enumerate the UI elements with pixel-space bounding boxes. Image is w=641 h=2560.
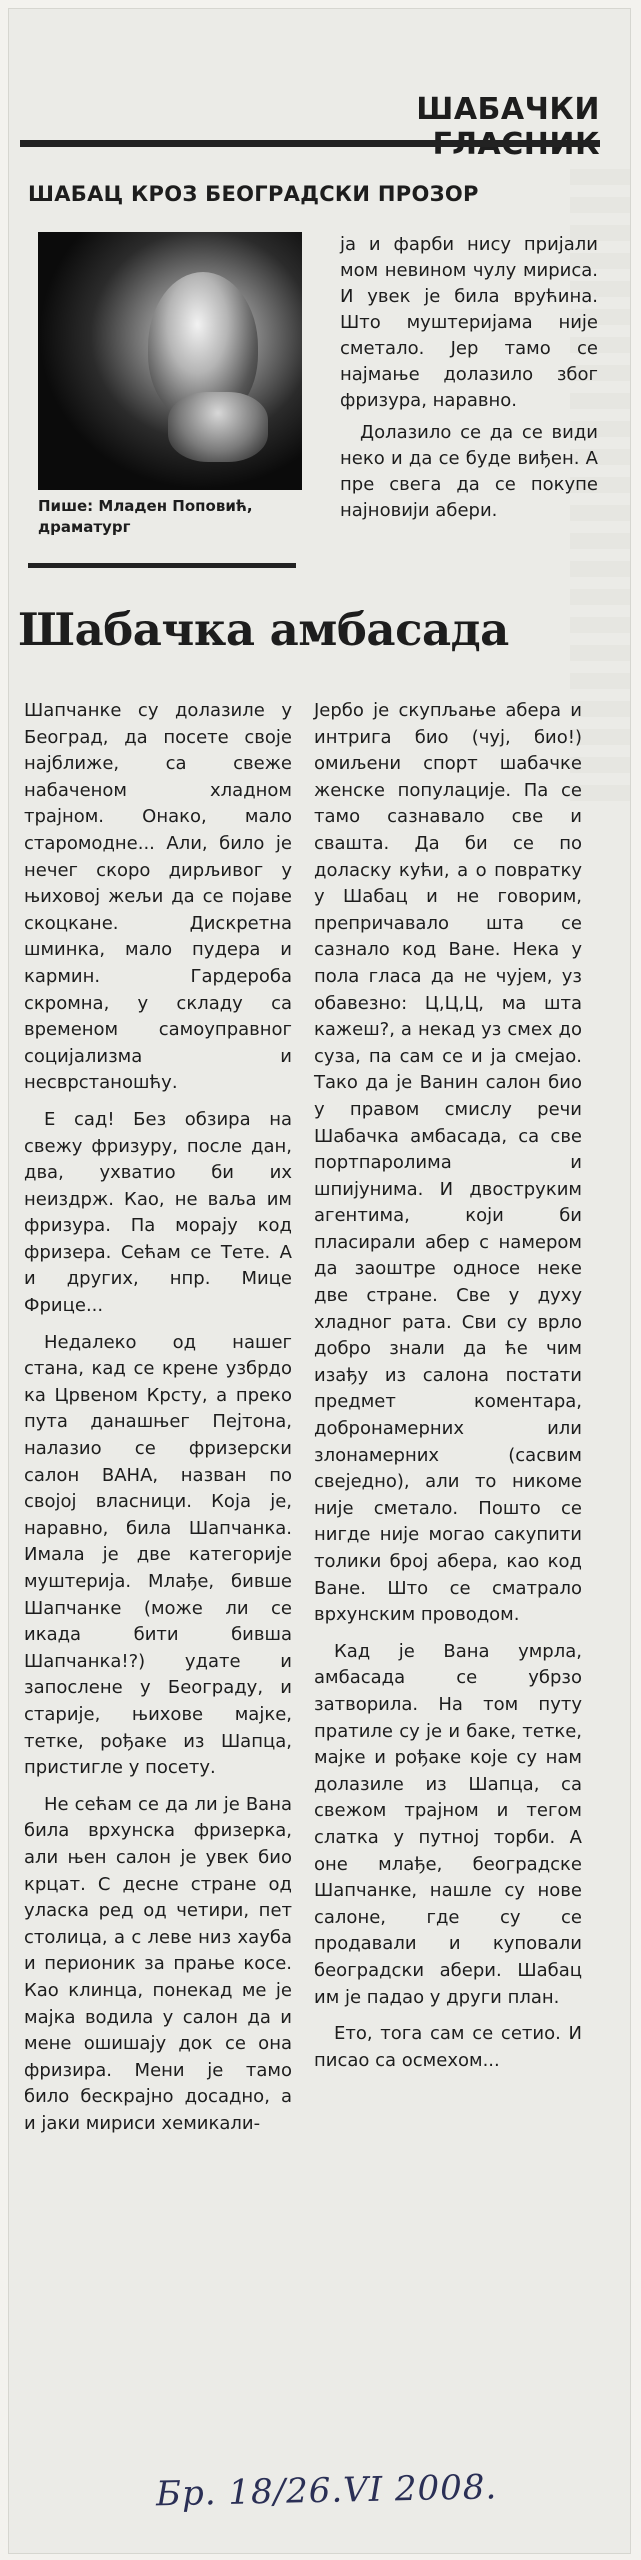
article-left-column — [24, 698, 292, 2147]
article-paragraph: Недалеко од нашег стана, кад се крене узбрдо ка Црвеном Крсту, а преко пута данашњег Пејтона, налазио се фризерски салон ВАНА, назван по својој власници. Која је, наравно, била Шапчанка. Имала је две категорије муштерија. Млађе, бивше Шапчанке (може ли се икада бити бивша Шапчанка!?) удате и запослене у Београду, и старије, њихове мајке, тетке, рођаке из Шапца, пристигле у посету. — [24, 1331, 292, 1779]
photo-hand — [168, 392, 268, 462]
article-paragraph: Ето, тога сам се сетио. И писао са осмехом... — [314, 2023, 582, 2071]
article-paragraph: Шапчанке су долазиле у Београд, да посете своје најближе, са свеже набаченом хладном трајном. Онако, мало старомодне... Али, било је нечег скоро дирљивог у њиховој жељи да се појаве скоцкане. Дискретна шминка, мало пудера и кармин. Гардероба скромна, у складу са временом самоуправног социјализма и несврстаношћу. — [24, 700, 292, 1094]
author-photo — [38, 232, 302, 490]
article-paragraph: Јербо је скупљање абера и интрига био (чуј, био!) омиљени спорт шабачке женске популације. Па се тамо сазнавало све и свашта. Да би се по доласку кући, а о повратку у Шабац и не говорим, препричавало шта се сазнало код Ване. Нека у пола гласа да не чујем, уз обавезно: Ц,Ц,Ц, ма шта кажеш?, а некад уз смех до суза, па сам се и ја смејао. Тако да је Ванин салон био у правом смислу речи Шабачка амбасада, са све портпаролима и шпијунима. И двоструким агентима, који би пласирали абер с намером да заоштре односе неке две стране. Све у духу хладног рата. Сви су врло добро знали да ће чим изађу из салона постати предмет коментара, добронамерних или злонамерних (сасвим свеједно), али то никоме није сметало. Пошто се нигде није могао сакупити толики број абера, као код Ване. Што се сматрало врхунским проводом. — [314, 700, 582, 1626]
section-title: ШАБАЦ КРОЗ БЕОГРАДСКИ ПРОЗОР — [28, 182, 479, 206]
intro-paragraph: Долазило се да се види неко и да се буде виђен. А пре свега да се покупе најновији абери. — [340, 422, 598, 521]
intro-column — [340, 232, 598, 524]
article-right-column — [314, 698, 582, 2084]
handwritten-note: Бр. 18/26.VI 2008. — [155, 2467, 498, 2515]
column-name: ШАБАЧКИ — [416, 92, 600, 127]
article-paragraph: Кад је Вана умрла, амбасада се убрзо затворила. На том путу пратиле су је и баке, тетке, мајке и рођаке које су нам долазиле из Шапца, са свежом трајном и тегом слатка у путној торби. А оне млађе, београдске Шапчанке, нашле су нове салоне, где су се продавали и куповали београдски абери. Шабац им је падао у други план. — [314, 1640, 582, 2008]
headline: Шабачка амбасада — [18, 603, 509, 656]
caption-rule — [28, 563, 296, 568]
author-caption: Пише: Младен Поповић, драматург — [38, 497, 253, 536]
article-paragraph: Не сећам се да ли је Вана била врхунска фризерка, али њен салон је увек био крцат. С десне стране од уласка ред од четири, пет столица, а с леве низ хауба и перионик за прање косе. Као клинца, понекад ме је мајка водила у салон да и мене ошишају док се она фризира. Мени је тамо било бескрајно досадно, а и јаки мириси хемикали- — [24, 1793, 292, 2134]
top-rule — [20, 140, 600, 147]
article-paragraph: Е сад! Без обзира на свежу фризуру, после дан, два, ухватио би их неиздрж. Као, не ваља им фризура. Па морају код фризера. Сећам се Тете. А и других, нпр. Мице Фрице... — [24, 1108, 292, 1317]
intro-paragraph: ја и фарби нису пријали мом невином чулу мириса. И увек је била врућина. Што муштеријама није сметало. Јер тамо се најмање долазило због фризура, наравно. — [340, 234, 598, 411]
